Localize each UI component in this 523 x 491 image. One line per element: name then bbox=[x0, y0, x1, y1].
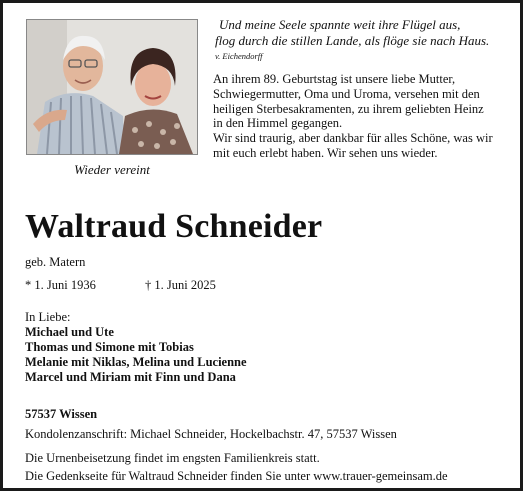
couple-photo-illustration bbox=[27, 20, 197, 154]
urn-burial-note: Die Urnenbeisetzung findet im engsten Familienkreis statt. bbox=[25, 451, 320, 465]
photo-caption: Wieder vereint bbox=[74, 162, 150, 177]
memorial-page-note: Die Gedenkseite für Waltraud Schneider finden Sie unter www.trauer-gemeinsam.de bbox=[25, 469, 448, 483]
poem-line-1: Und meine Seele spannte weit ihre Flügel aus, bbox=[219, 17, 461, 32]
intro-text bbox=[213, 72, 518, 161]
birth-date: * 1. Juni 1936 bbox=[25, 278, 96, 292]
poem-author: v. Eichendorff bbox=[215, 51, 263, 61]
intro-line: Wir sind traurig, aber dankbar für alles Schöne, was wir bbox=[213, 131, 493, 146]
list-item: Michael und Ute bbox=[25, 325, 114, 339]
intro-line: Schwiegermutter, Oma und Uroma, versehen mit den bbox=[213, 86, 480, 101]
intro-line: mit euch erlebt haben. Wir sehen uns wieder. bbox=[213, 145, 438, 160]
couple-photo bbox=[26, 19, 198, 155]
family-heading: In Liebe: bbox=[25, 310, 71, 324]
list-item: Melanie mit Niklas, Melina und Lucienne bbox=[25, 355, 247, 369]
death-date: † 1. Juni 2025 bbox=[145, 278, 216, 292]
poem-quote bbox=[215, 17, 515, 49]
list-item: Thomas und Simone mit Tobias bbox=[25, 340, 194, 354]
city-line: 57537 Wissen bbox=[25, 407, 98, 421]
intro-line: heiligen Sterbesakramenten, zu ihrem geliebten Heinz bbox=[213, 101, 484, 116]
condolence-address: Kondolenzanschrift: Michael Schneider, Hockelbachstr. 47, 57537 Wissen bbox=[25, 427, 397, 441]
family-list bbox=[25, 325, 247, 385]
birth-name: geb. Matern bbox=[25, 255, 86, 269]
intro-line: An ihrem 89. Geburtstag ist unsere liebe Mutter, bbox=[213, 72, 456, 86]
deceased-name: Waltraud Schneider bbox=[25, 208, 323, 245]
intro-line: in den Himmel gegangen. bbox=[213, 116, 343, 131]
poem-line-2: flog durch die stillen Lande, als flöge sie nach Haus. bbox=[215, 33, 490, 48]
list-item: Marcel und Miriam mit Finn und Dana bbox=[25, 370, 236, 384]
